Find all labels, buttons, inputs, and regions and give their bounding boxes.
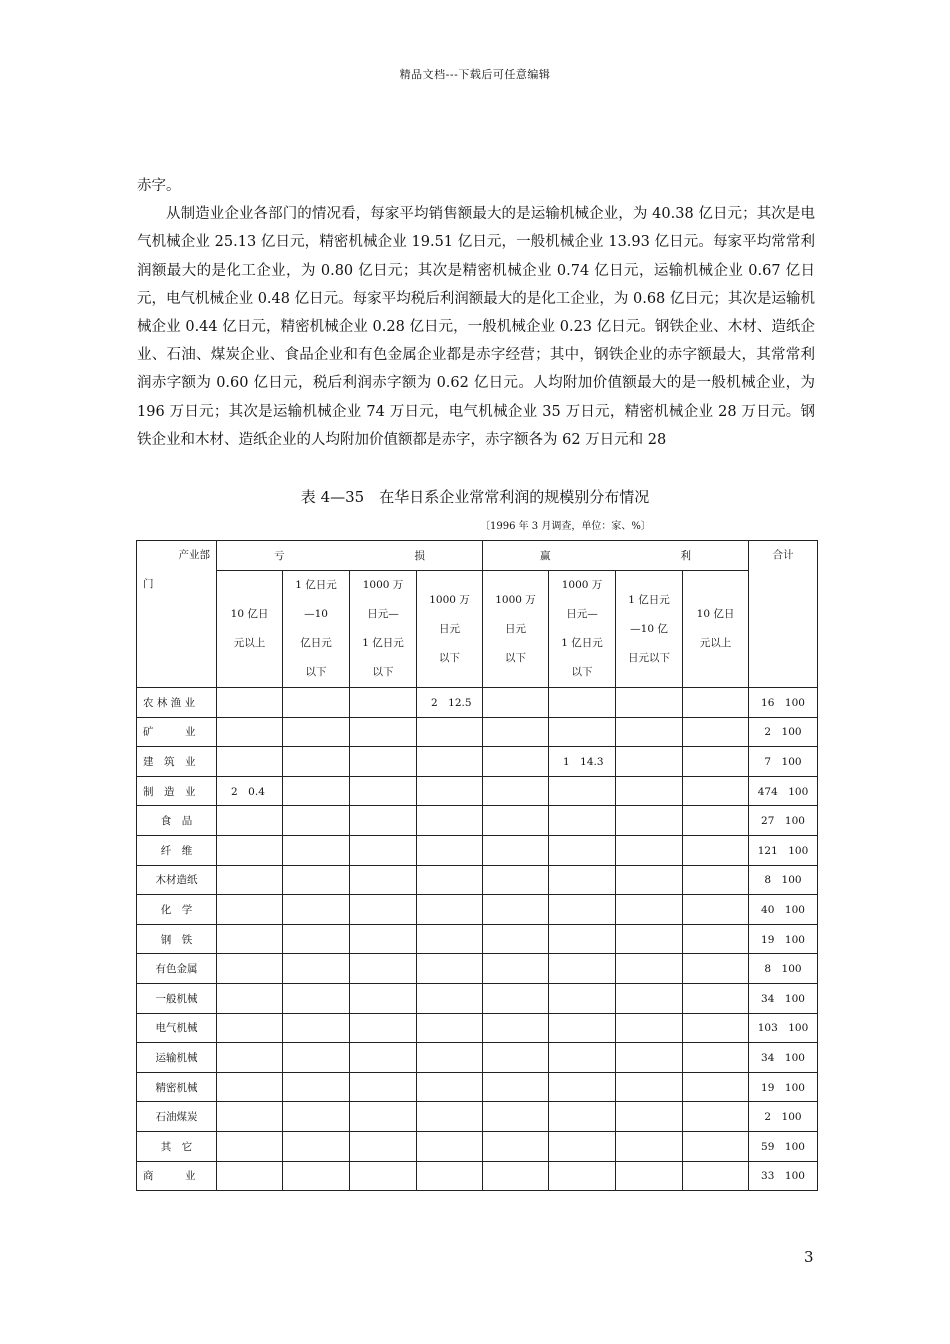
table-cell bbox=[350, 1013, 417, 1043]
table-cell bbox=[217, 954, 283, 984]
total-cell: 34 100 bbox=[749, 983, 818, 1013]
row-label: 精密机械 bbox=[137, 1072, 217, 1102]
total-cell: 16 100 bbox=[749, 688, 818, 718]
total-cell: 34 100 bbox=[749, 1043, 818, 1073]
sub-header-line: 日元以下 bbox=[628, 651, 670, 664]
table-header-row bbox=[137, 541, 818, 571]
total-cell: 121 100 bbox=[749, 835, 818, 865]
corner-label-top: 产业部 bbox=[178, 549, 210, 561]
table-cell bbox=[549, 776, 616, 806]
table-cell bbox=[549, 1131, 616, 1161]
total-cell: 2 100 bbox=[749, 717, 818, 747]
table-cell bbox=[350, 806, 417, 836]
total-header: 合计 bbox=[749, 541, 818, 688]
corner-label-bottom: 门 bbox=[143, 578, 154, 590]
table-cell bbox=[350, 1043, 417, 1073]
table-cell bbox=[217, 688, 283, 718]
total-cell: 103 100 bbox=[749, 1013, 818, 1043]
body-text bbox=[137, 172, 815, 454]
total-cell: 8 100 bbox=[749, 865, 818, 895]
table-cell bbox=[683, 747, 749, 777]
table-cell bbox=[549, 806, 616, 836]
page-header: 精品文档---下载后可任意编辑 bbox=[399, 68, 551, 81]
profit-distribution-table bbox=[136, 540, 818, 1191]
table-cell bbox=[483, 835, 549, 865]
table-cell bbox=[549, 688, 616, 718]
table-row bbox=[137, 1131, 818, 1161]
table-cell bbox=[217, 895, 283, 925]
total-cell: 19 100 bbox=[749, 924, 818, 954]
loss-group-header bbox=[217, 541, 483, 571]
total-cell: 7 100 bbox=[749, 747, 818, 777]
table-cell bbox=[417, 954, 483, 984]
row-label: 一般机械 bbox=[137, 983, 217, 1013]
sub-header-line: 1 亿日元 bbox=[362, 637, 404, 649]
row-label: 有色金属 bbox=[137, 954, 217, 984]
table-cell bbox=[283, 954, 350, 984]
table-row bbox=[137, 835, 818, 865]
sub-header-line: 元以上 bbox=[699, 637, 732, 649]
sub-header-cell bbox=[683, 571, 749, 688]
table-row bbox=[137, 717, 818, 747]
table-cell bbox=[350, 1072, 417, 1102]
sub-header-cell bbox=[350, 571, 417, 688]
table-cell bbox=[549, 924, 616, 954]
table-cell bbox=[283, 895, 350, 925]
table-cell bbox=[549, 1161, 616, 1191]
row-label: 化 学 bbox=[137, 895, 217, 925]
table-cell bbox=[350, 954, 417, 984]
table-cell bbox=[350, 776, 417, 806]
table-cell bbox=[350, 1161, 417, 1191]
loss-char-2: 损 bbox=[414, 550, 425, 562]
table-cell bbox=[549, 717, 616, 747]
profit-group-header bbox=[483, 541, 749, 571]
table-cell bbox=[350, 688, 417, 718]
table-cell bbox=[616, 1013, 683, 1043]
sub-header-line: 日元 bbox=[439, 622, 460, 635]
table-cell bbox=[417, 1072, 483, 1102]
table-cell bbox=[483, 1072, 549, 1102]
table-cell bbox=[283, 747, 350, 777]
total-cell: 40 100 bbox=[749, 895, 818, 925]
table-cell bbox=[616, 1131, 683, 1161]
sub-header-cell bbox=[616, 571, 683, 688]
sub-header-cell bbox=[217, 571, 283, 688]
row-label: 纤 维 bbox=[137, 835, 217, 865]
table-cell bbox=[616, 1102, 683, 1132]
sub-header-line: 以下 bbox=[571, 666, 593, 678]
row-label: 其 它 bbox=[137, 1131, 217, 1161]
table-cell bbox=[683, 1161, 749, 1191]
table-cell bbox=[616, 806, 683, 836]
table-cell bbox=[683, 895, 749, 925]
table-cell bbox=[217, 717, 283, 747]
table-cell bbox=[217, 1072, 283, 1102]
table-cell bbox=[549, 835, 616, 865]
sub-header-line: 10 亿日 bbox=[696, 608, 735, 620]
table-cell bbox=[616, 983, 683, 1013]
table-cell bbox=[616, 747, 683, 777]
table-cell bbox=[283, 776, 350, 806]
table-cell bbox=[283, 1072, 350, 1102]
table-cell bbox=[217, 806, 283, 836]
row-label: 木材造纸 bbox=[137, 865, 217, 895]
table-cell bbox=[683, 865, 749, 895]
table-cell: 2 0.4 bbox=[217, 776, 283, 806]
table-cell bbox=[217, 1043, 283, 1073]
table-cell bbox=[616, 688, 683, 718]
table-cell bbox=[350, 865, 417, 895]
table-cell bbox=[283, 717, 350, 747]
table-cell bbox=[483, 924, 549, 954]
table-cell bbox=[483, 983, 549, 1013]
table-cell bbox=[350, 1131, 417, 1161]
sub-header-line: 1 亿日元 bbox=[295, 579, 337, 591]
sub-header-line: 日元 bbox=[505, 622, 526, 635]
sub-header-line: 1 亿日元 bbox=[628, 593, 670, 606]
sub-header-row bbox=[137, 571, 818, 688]
table-cell bbox=[683, 1072, 749, 1102]
table-cell bbox=[616, 924, 683, 954]
table-cell bbox=[683, 1131, 749, 1161]
table-cell bbox=[417, 895, 483, 925]
sub-header-line: 1 亿日元 bbox=[561, 637, 603, 649]
table-cell bbox=[483, 954, 549, 984]
table-cell bbox=[483, 1043, 549, 1073]
table-cell bbox=[217, 924, 283, 954]
table-cell bbox=[549, 954, 616, 984]
table-cell bbox=[683, 717, 749, 747]
table-cell bbox=[483, 895, 549, 925]
table-cell bbox=[549, 1013, 616, 1043]
table-cell bbox=[217, 1102, 283, 1132]
total-cell: 2 100 bbox=[749, 1102, 818, 1132]
table-cell bbox=[283, 835, 350, 865]
sub-header-cell bbox=[483, 571, 549, 688]
table-cell bbox=[616, 954, 683, 984]
table-cell bbox=[683, 1043, 749, 1073]
table-cell bbox=[417, 1131, 483, 1161]
table-cell bbox=[417, 1161, 483, 1191]
table-cell: 1 14.3 bbox=[549, 747, 616, 777]
sub-header-line: 以下 bbox=[505, 651, 526, 664]
table-row bbox=[137, 1072, 818, 1102]
table-cell bbox=[417, 776, 483, 806]
table-cell bbox=[217, 835, 283, 865]
total-cell: 8 100 bbox=[749, 954, 818, 984]
table-cell bbox=[616, 895, 683, 925]
sub-header-line: 1000 万 bbox=[429, 593, 470, 606]
table-cell bbox=[683, 776, 749, 806]
table-cell bbox=[283, 983, 350, 1013]
profit-char-2: 利 bbox=[680, 550, 691, 562]
table-cell bbox=[483, 865, 549, 895]
sub-header-line: 1000 万 bbox=[495, 593, 536, 606]
table-cell bbox=[350, 747, 417, 777]
sub-header-line: 日元— bbox=[367, 608, 399, 620]
table-cell bbox=[417, 717, 483, 747]
table-cell bbox=[483, 806, 549, 836]
table-row bbox=[137, 776, 818, 806]
page-number: 3 bbox=[804, 1248, 814, 1266]
total-cell: 19 100 bbox=[749, 1072, 818, 1102]
total-cell: 59 100 bbox=[749, 1131, 818, 1161]
table-cell bbox=[683, 954, 749, 984]
table-cell bbox=[549, 865, 616, 895]
table-cell bbox=[350, 835, 417, 865]
table-cell bbox=[683, 688, 749, 718]
table-cell bbox=[616, 717, 683, 747]
table-cell bbox=[549, 895, 616, 925]
corner-header-cell bbox=[137, 541, 217, 688]
sub-header-line: 元以上 bbox=[233, 637, 266, 649]
table-cell bbox=[616, 1072, 683, 1102]
sub-header-line: 1000 万 bbox=[362, 579, 404, 591]
table-cell: 2 12.5 bbox=[417, 688, 483, 718]
table-cell bbox=[616, 835, 683, 865]
table-cell bbox=[483, 1102, 549, 1132]
total-cell: 27 100 bbox=[749, 806, 818, 836]
table-cell bbox=[217, 983, 283, 1013]
table-cell bbox=[417, 865, 483, 895]
table-row bbox=[137, 983, 818, 1013]
paragraph: 从制造业企业各部门的情况看，每家平均销售额最大的是运输机械企业，为 40.38 亿日元；其次是电气机械企业 25.13 亿日元，精密机械企业 19.51 亿日元，一般机械企业 13.93 亿日元。每家平均常常利润额最大的是化工企业，为 0.80 亿日元；其次是精密机械企业 0.74 亿日元，运输机械企业 0.67 亿日元，电气机械企业 0.48 亿日元。每家平均税后利润额最大的是化工企业，为 0.68 亿日元；其次是运输机械企业 0.44 亿日元，精密机械企业 0.28 亿日元，一般机械企业 0.23 亿日元。钢铁企业、木材、造纸企业、石油、煤炭企业、食品企业和有色金属企业都是赤字经营；其中，钢铁企业的赤字额最大，其常常利润赤字额为 0.60 亿日元，税后利润赤字额为 0.62 亿日元。人均附加价值额最大的是一般机械企业，为 196 万日元；其次是运输机械企业 74 万日元，电气机械企业 35 万日元，精密机械企业 28 万日元。钢铁企业和木材、造纸企业的人均附加价值额都是赤字，赤字额各为 62 万日元和 28 bbox=[137, 206, 815, 448]
table-cell bbox=[417, 835, 483, 865]
table-cell bbox=[483, 747, 549, 777]
sub-header-line: —10 亿 bbox=[630, 622, 668, 635]
table-cell bbox=[283, 1013, 350, 1043]
table-cell bbox=[350, 895, 417, 925]
loss-char-1: 亏 bbox=[274, 550, 285, 562]
table-cell bbox=[483, 1013, 549, 1043]
row-label: 商 业 bbox=[137, 1161, 217, 1191]
table-cell bbox=[683, 924, 749, 954]
row-label: 建 筑 业 bbox=[137, 747, 217, 777]
table-row bbox=[137, 688, 818, 718]
table-cell bbox=[616, 776, 683, 806]
sub-header-line: —10 bbox=[304, 608, 328, 620]
profit-char-1: 赢 bbox=[540, 550, 551, 562]
table-cell bbox=[417, 924, 483, 954]
table-cell bbox=[350, 1102, 417, 1132]
table-row bbox=[137, 895, 818, 925]
sub-header-line: 亿日元 bbox=[300, 637, 332, 649]
table-cell bbox=[683, 1102, 749, 1132]
table-row bbox=[137, 1102, 818, 1132]
table-cell bbox=[283, 1131, 350, 1161]
paragraph: 赤字。 bbox=[137, 178, 181, 194]
table-cell bbox=[283, 1102, 350, 1132]
table-cell bbox=[483, 1131, 549, 1161]
sub-header-line: 日元— bbox=[566, 608, 598, 620]
table-cell bbox=[483, 688, 549, 718]
table-cell bbox=[217, 747, 283, 777]
sub-header-line: 以下 bbox=[372, 666, 394, 678]
table-cell bbox=[549, 1102, 616, 1132]
table-cell bbox=[549, 983, 616, 1013]
table-cell bbox=[350, 924, 417, 954]
row-label: 食 品 bbox=[137, 806, 217, 836]
sub-header-line: 以下 bbox=[439, 651, 460, 664]
table-row bbox=[137, 806, 818, 836]
table-cell bbox=[549, 1043, 616, 1073]
row-label: 石油煤炭 bbox=[137, 1102, 217, 1132]
sub-header-line: 10 亿日 bbox=[230, 608, 269, 620]
sub-header-line: 1000 万 bbox=[561, 579, 603, 591]
table-cell bbox=[683, 1013, 749, 1043]
table-row bbox=[137, 1043, 818, 1073]
table-cell bbox=[483, 776, 549, 806]
sub-header-cell bbox=[549, 571, 616, 688]
sub-header-cell bbox=[283, 571, 350, 688]
table-cell bbox=[683, 806, 749, 836]
table-cell bbox=[283, 688, 350, 718]
sub-header-cell bbox=[417, 571, 483, 688]
row-label: 制 造 业 bbox=[137, 776, 217, 806]
table-cell bbox=[417, 1043, 483, 1073]
table-cell bbox=[283, 806, 350, 836]
table-cell bbox=[616, 1161, 683, 1191]
sub-header-line: 以下 bbox=[305, 666, 327, 678]
table-cell bbox=[283, 865, 350, 895]
row-label: 矿 业 bbox=[137, 717, 217, 747]
table-row bbox=[137, 1161, 818, 1191]
table-cell bbox=[417, 1102, 483, 1132]
table-cell bbox=[683, 983, 749, 1013]
row-label: 钢 铁 bbox=[137, 924, 217, 954]
table-cell bbox=[217, 1013, 283, 1043]
table-row bbox=[137, 1013, 818, 1043]
row-label: 运输机械 bbox=[137, 1043, 217, 1073]
table-title: 表 4—35 在华日系企业常常利润的规模别分布情况 bbox=[300, 488, 650, 506]
table-cell bbox=[417, 747, 483, 777]
table-cell bbox=[616, 865, 683, 895]
table-cell bbox=[417, 806, 483, 836]
table-cell bbox=[217, 1131, 283, 1161]
table-row bbox=[137, 747, 818, 777]
table-cell bbox=[616, 1043, 683, 1073]
table-row bbox=[137, 924, 818, 954]
table-cell bbox=[217, 1161, 283, 1191]
table-row bbox=[137, 954, 818, 984]
table-cell bbox=[417, 983, 483, 1013]
table-cell bbox=[350, 983, 417, 1013]
table-cell bbox=[217, 865, 283, 895]
table-cell bbox=[483, 1161, 549, 1191]
table-cell bbox=[350, 717, 417, 747]
row-label: 农 林 渔 业 bbox=[137, 688, 217, 718]
table-cell bbox=[283, 924, 350, 954]
table-cell bbox=[417, 1013, 483, 1043]
row-label: 电气机械 bbox=[137, 1013, 217, 1043]
table-cell bbox=[283, 1161, 350, 1191]
table-cell bbox=[483, 717, 549, 747]
table-note: 〔1996 年 3 月调查，单位：家、%〕 bbox=[480, 521, 651, 532]
table-cell bbox=[549, 1072, 616, 1102]
total-cell: 33 100 bbox=[749, 1161, 818, 1191]
table-cell bbox=[683, 835, 749, 865]
total-cell: 474 100 bbox=[749, 776, 818, 806]
table-cell bbox=[283, 1043, 350, 1073]
table-row bbox=[137, 865, 818, 895]
